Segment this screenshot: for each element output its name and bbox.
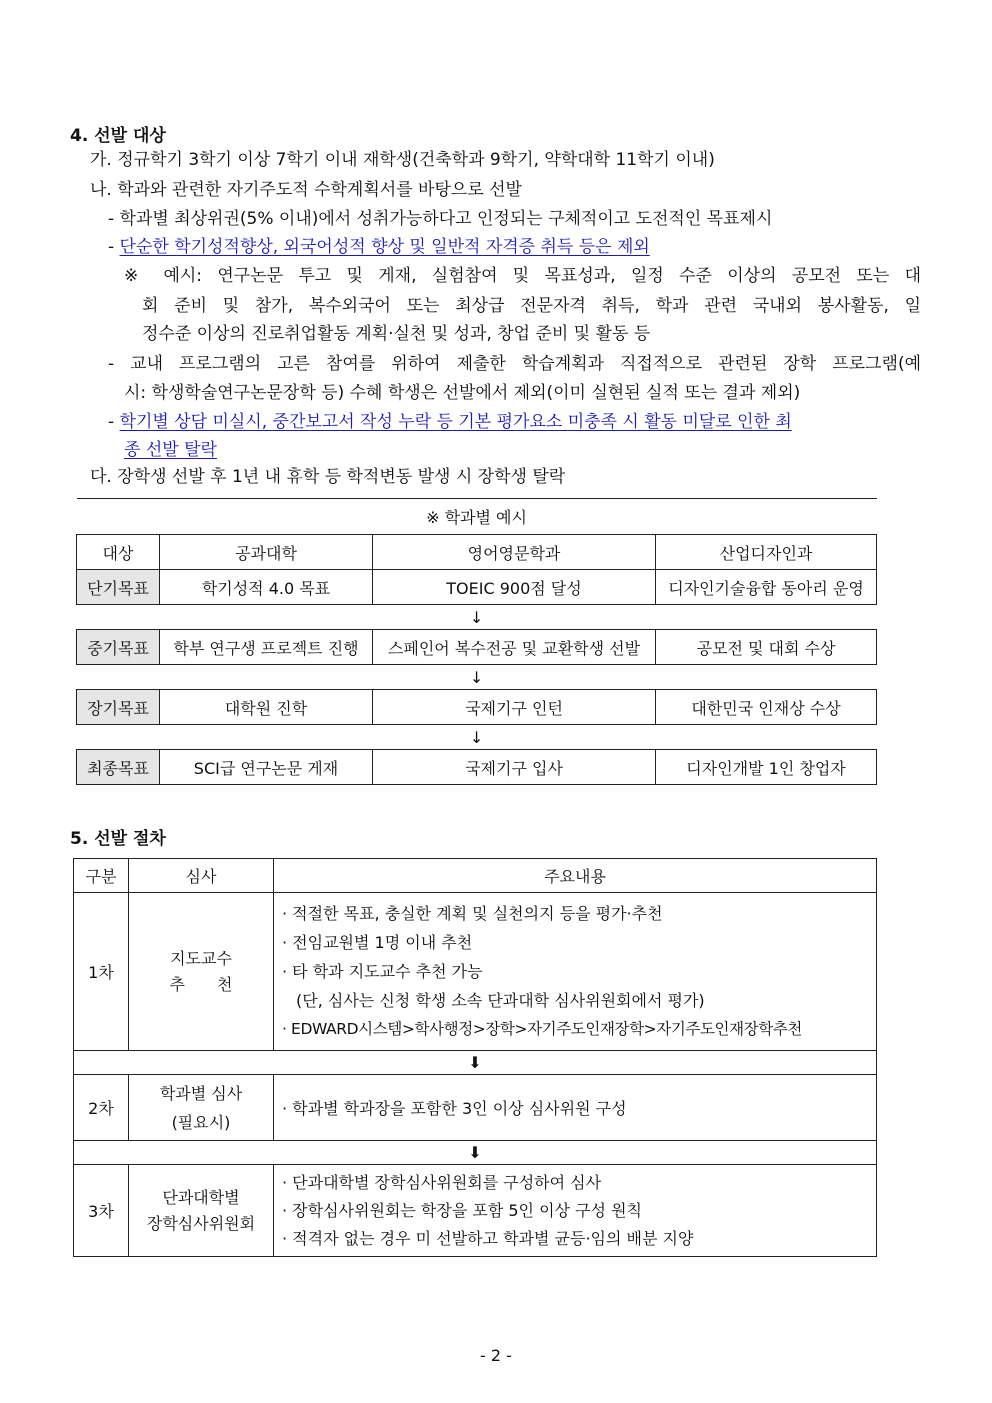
table-cell: SCI급 연구논문 게재 <box>160 750 373 785</box>
example-caption: ※ 학과별 예시 <box>77 499 877 535</box>
down-arrow-icon: ↓ <box>469 607 484 627</box>
review-cell <box>129 1075 274 1141</box>
down-arrow-icon: ⬇ <box>74 1141 877 1165</box>
review-line-2: 장학심사위원회 <box>146 1213 256 1233</box>
item-da: 다. 장학생 선발 후 1년 내 휴학 등 학적변동 발생 시 장학생 탈락 <box>90 467 566 487</box>
review-line-2: (필요시) <box>171 1112 231 1132</box>
bullet-4-line-1 <box>108 410 921 434</box>
content-item: · 전임교원별 1명 이내 추천 <box>282 933 473 952</box>
review-line-2: 추 천 <box>169 974 233 994</box>
content-item: · 적격자 없는 경우 미 선발하고 학과별 균등·임의 배분 지양 <box>282 1228 694 1248</box>
bullet-4-dash: - <box>108 412 120 432</box>
down-arrow-icon: ↓ <box>469 727 484 747</box>
example-line-1: ※ 예시: 연구논문 투고 및 게재, 실험참여 및 목표성과, 일정 수준 이상의 공모전 또는 대 <box>124 266 921 286</box>
review-line-1: 단과대학별 <box>162 1187 240 1207</box>
header-cell: 산업디자인과 <box>656 535 877 570</box>
bullet-4-text-2: 종 선발 탈락 <box>124 440 217 460</box>
bullet-1: - 학과별 최상위권(5% 이내)에서 성취가능하다고 인정되는 구체적이고 도전적인 목표제시 <box>108 209 773 229</box>
table-cell: 공모전 및 대회 수상 <box>656 630 877 665</box>
bullet-3-line-2: 시: 학생학술연구논문장학 등) 수혜 학생은 선발에서 제외(이미 실현된 실적 또는 결과 제외) <box>124 383 801 403</box>
review-cell <box>129 1165 274 1257</box>
down-arrow-icon: ↓ <box>469 667 484 687</box>
down-arrow-icon: ⬇ <box>74 1051 877 1075</box>
section-5-title: 5. 선발 절차 <box>70 829 166 849</box>
table-cell: TOEIC 900점 달성 <box>373 570 656 605</box>
table-cell: 대학원 진학 <box>160 690 373 725</box>
content-item: · 타 학과 지도교수 추천 가능 <box>282 962 483 981</box>
content-item: · 단과대학별 장학심사위원회를 구성하여 심사 <box>282 1172 602 1192</box>
item-ga: 가. 정규학기 3학기 이상 7학기 이내 재학생(건축학과 9학기, 약학대학 11학기 이내) <box>90 150 715 170</box>
stage-cell: 3차 <box>74 1165 129 1257</box>
content-item: · 학과별 학과장을 포함한 3인 이상 심사위원 구성 <box>282 1099 627 1118</box>
header-cell: 심사 <box>129 859 274 893</box>
bullet-2-text: 단순한 학기성적향상, 외국어성적 향상 및 일반적 자격증 취득 등은 제외 <box>119 237 650 257</box>
content-cell <box>274 1075 877 1141</box>
bullet-2 <box>108 235 650 259</box>
header-cell: 구분 <box>74 859 129 893</box>
review-line-1: 학과별 심사 <box>159 1083 243 1103</box>
header-cell: 대상 <box>77 535 160 570</box>
content-item: · 적절한 목표, 충실한 계획 및 실천의지 등을 평가·추천 <box>282 904 663 923</box>
content-cell <box>274 1165 877 1257</box>
bullet-4-line-2 <box>124 438 217 462</box>
header-cell: 공과대학 <box>160 535 373 570</box>
table-cell: 학기성적 4.0 목표 <box>160 570 373 605</box>
content-item: · 장학심사위원회는 학장을 포함 5인 이상 구성 원칙 <box>282 1200 642 1220</box>
row-label: 중기목표 <box>77 630 160 665</box>
review-cell <box>129 893 274 1051</box>
content-item: (단, 심사는 신청 학생 소속 단과대학 심사위원회에서 평가) <box>296 991 705 1010</box>
page-number: - 2 - <box>480 1346 512 1365</box>
table-cell: 스페인어 복수전공 및 교환학생 선발 <box>373 630 656 665</box>
review-line-1: 지도교수 <box>170 948 232 968</box>
table-cell: 디자인기술융합 동아리 운영 <box>656 570 877 605</box>
example-line-2: 회 준비 및 참가, 복수외국어 또는 최상급 전문자격 취득, 학과 관련 국내외 봉사활동, 일 <box>142 296 921 316</box>
content-cell <box>274 893 877 1051</box>
table-cell: 국제기구 인턴 <box>373 690 656 725</box>
stage-cell: 2차 <box>74 1075 129 1141</box>
stage-cell: 1차 <box>74 893 129 1051</box>
header-cell: 영어영문학과 <box>373 535 656 570</box>
table-cell: 학부 연구생 프로젝트 진행 <box>160 630 373 665</box>
content-item: · EDWARD시스템>학사행정>장학>자기주도인재장학>자기주도인재장학추천 <box>282 1020 802 1038</box>
row-label: 최종목표 <box>77 750 160 785</box>
table-cell: 대한민국 인재상 수상 <box>656 690 877 725</box>
table-cell: 국제기구 입사 <box>373 750 656 785</box>
header-cell: 주요내용 <box>274 859 877 893</box>
row-label: 단기목표 <box>77 570 160 605</box>
procedure-table <box>73 858 877 1257</box>
section-4-title: 4. 선발 대상 <box>70 126 166 146</box>
bullet-3-line-1: - 교내 프로그램의 고른 참여를 위하여 제출한 학습계획과 직접적으로 관련된 장학 프로그램(예 <box>108 354 921 374</box>
item-na: 나. 학과와 관련한 자기주도적 수학계획서를 바탕으로 선발 <box>90 180 522 200</box>
row-label: 장기목표 <box>77 690 160 725</box>
example-table <box>76 498 877 785</box>
bullet-2-dash: - <box>108 237 120 257</box>
table-cell: 디자인개발 1인 창업자 <box>656 750 877 785</box>
example-line-3: 정수준 이상의 진로취업활동 계획·실천 및 성과, 창업 준비 및 활동 등 <box>142 324 651 344</box>
bullet-4-text-1: 학기별 상담 미실시, 중간보고서 작성 누락 등 기본 평가요소 미충족 시 활동 미달로 인한 최 <box>119 412 792 432</box>
